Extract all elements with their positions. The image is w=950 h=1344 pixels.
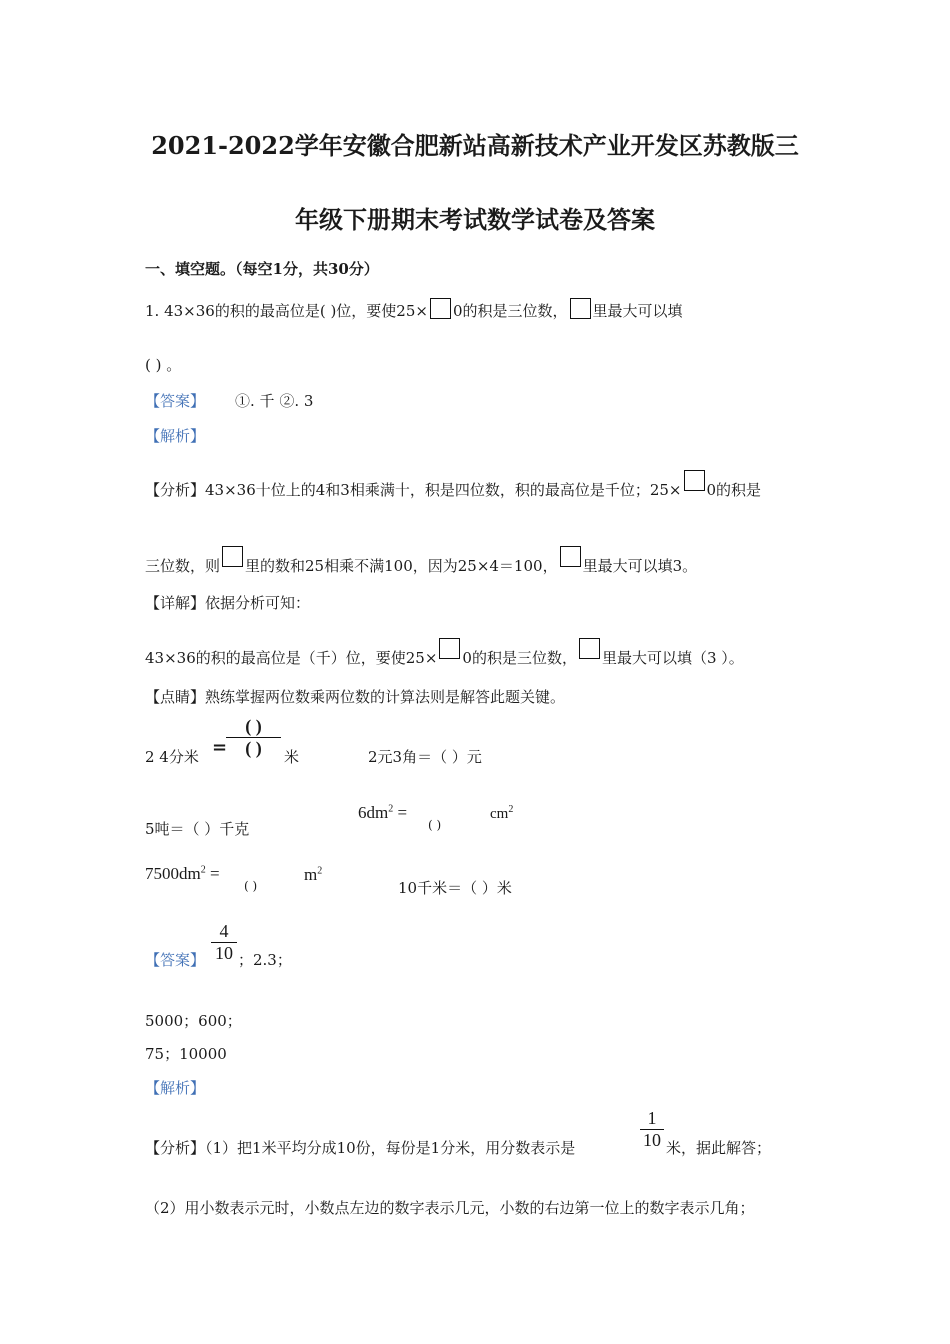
q2-item-d-blank: ( ) bbox=[428, 818, 442, 832]
q1-detail-text-c: 里最大可以填（3 ）。 bbox=[601, 649, 744, 667]
q2-analysis-line2: （2）用小数表示元时，小数点左边的数字表示几元，小数的右边第一位上的数字表示几角； bbox=[145, 1199, 755, 1217]
q1-analysis-line2 bbox=[145, 546, 697, 576]
q1-line1 bbox=[145, 298, 683, 321]
q2-item-e bbox=[145, 864, 220, 884]
q2-analysis-tag: 【解析】 bbox=[145, 1079, 206, 1097]
q2-item-e-blank: ( ) bbox=[244, 879, 258, 893]
q1-detail-text-b: 0的积是三位数， bbox=[462, 649, 577, 667]
q2-item-d-unit: cm bbox=[490, 806, 509, 822]
q2-answer-line3: 75；10000 bbox=[145, 1045, 227, 1063]
q1-analysis-line1 bbox=[145, 470, 761, 500]
q1-answer bbox=[145, 390, 313, 411]
title-line-2: 年级下册期末考试数学试卷及答案 bbox=[295, 205, 655, 234]
fraction-blank-bottom: ( ) bbox=[245, 738, 262, 758]
q1-analysis-text-a: 【分析】43×36十位上的4和3相乘满十，积是四位数，积的最高位是千位；25× bbox=[145, 481, 682, 499]
q1-analysis2-text-b: 里的数和25相乘不满100，因为25×4＝100， bbox=[245, 557, 558, 575]
q1-analysis2-text-a: 三位数，则 bbox=[145, 557, 221, 575]
q2-item-e-eq: = bbox=[205, 864, 220, 883]
q2-analysis-line1-a: 【分析】（1）把1米平均分成10份，每份是1分米，用分数表示是 bbox=[145, 1139, 576, 1157]
q2-answer-rest: ；2.3； bbox=[238, 951, 292, 969]
analysis-fraction-numerator: 1 bbox=[647, 1108, 657, 1128]
superscript: 2 bbox=[508, 804, 514, 815]
blank-square-icon bbox=[684, 470, 705, 491]
q2-item-d-lhs: 6dm bbox=[358, 803, 389, 822]
blank-square-icon bbox=[579, 638, 600, 659]
q1-detail-line bbox=[145, 638, 744, 668]
answer-tag: 【答案】 bbox=[145, 392, 206, 410]
blank-square-icon bbox=[430, 298, 451, 319]
analysis-fraction-denominator: 10 bbox=[643, 1130, 661, 1150]
q2-equals: = bbox=[212, 737, 228, 758]
q2-answer-line2: 5000；600； bbox=[145, 1012, 242, 1030]
q2-item-e-unit-wrap bbox=[304, 865, 322, 885]
title-line-1: 2021-2022学年安徽合肥新站高新技术产业开发区苏教版三 bbox=[151, 131, 799, 160]
analysis-tag: 【解析】 bbox=[145, 427, 206, 445]
q2-answer-tag: 【答案】 bbox=[145, 951, 206, 969]
q1-text-b: 0的积是三位数， bbox=[452, 302, 568, 320]
fraction-blank-top: ( ) bbox=[245, 716, 262, 736]
q2-unit-mi: 米 bbox=[284, 748, 300, 766]
answer-fraction-denominator: 10 bbox=[215, 943, 233, 963]
q2-item-d-eq: = bbox=[393, 803, 408, 822]
superscript: 2 bbox=[200, 864, 206, 876]
answer-fraction-numerator: 4 bbox=[219, 921, 229, 941]
q1-analysis2-text-c: 里最大可以填3。 bbox=[582, 557, 698, 575]
section-heading: 一、填空题。（每空1分，共30分） bbox=[145, 260, 379, 278]
q2-item-d bbox=[358, 803, 407, 823]
blank-square-icon bbox=[560, 546, 581, 567]
q1-analysis-text-b: 0的积是 bbox=[706, 481, 762, 499]
q2-item-e-lhs: 7500dm bbox=[145, 864, 201, 883]
q2-answer-fraction bbox=[211, 921, 237, 964]
q1-detail-label: 【详解】依据分析可知： bbox=[145, 594, 311, 612]
q1-text-a: 1. 43×36的积的最高位是( )位，要使25× bbox=[145, 302, 428, 320]
q1-tip: 【点睛】熟练掌握两位数乘两位数的计算法则是解答此题关键。 bbox=[145, 688, 566, 706]
q1-text-c: 里最大可以填 bbox=[592, 302, 683, 320]
q2-analysis-line1-b: 米，据此解答； bbox=[666, 1139, 772, 1157]
superscript: 2 bbox=[388, 803, 394, 815]
q1-line2: ( ) 。 bbox=[145, 356, 182, 374]
q2-item-f: 10千米＝（ ）米 bbox=[398, 879, 512, 897]
blank-square-icon bbox=[222, 546, 243, 567]
blank-square-icon bbox=[570, 298, 591, 319]
superscript: 2 bbox=[317, 865, 323, 877]
q2-item-c: 5吨＝（ ）千克 bbox=[145, 820, 250, 838]
q2-item-b: 2元3角＝（ ）元 bbox=[368, 748, 482, 766]
blank-square-icon bbox=[439, 638, 460, 659]
q2-item-d-unit-wrap bbox=[490, 804, 513, 823]
q2-fraction bbox=[226, 716, 281, 759]
q2-item-e-unit: m bbox=[304, 865, 318, 884]
q1-detail-text-a: 43×36的积的最高位是（千）位，要使25× bbox=[145, 649, 438, 667]
q1-answer-text: ①. 千 ②. 3 bbox=[235, 392, 314, 410]
q2-prefix: 2 4分米 bbox=[145, 748, 199, 766]
q2-analysis-fraction bbox=[640, 1108, 664, 1151]
